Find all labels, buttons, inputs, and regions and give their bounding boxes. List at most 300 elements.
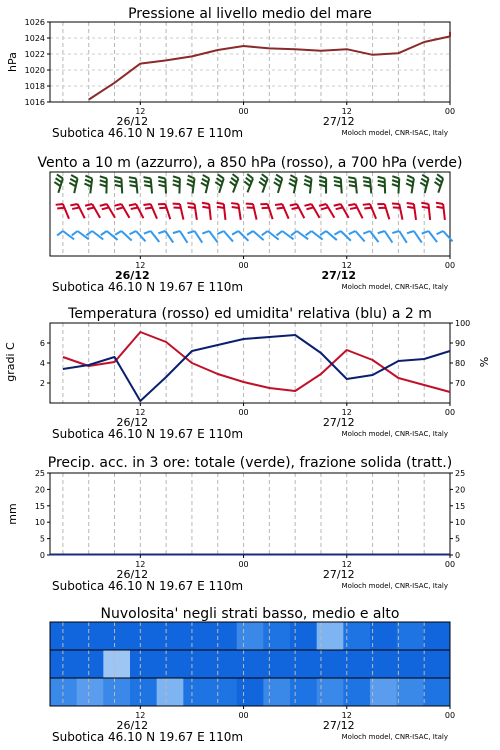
wind-barb-850hpa <box>143 204 157 219</box>
barb-feather <box>114 177 121 179</box>
barb-shaft <box>209 204 211 220</box>
x-tick-label: 00 <box>238 711 249 720</box>
wind-barb-700hpa <box>100 176 107 193</box>
wind-barb-850hpa <box>85 204 100 218</box>
barb-feather <box>87 207 94 209</box>
wind-barb-700hpa <box>406 175 414 193</box>
barb-feather <box>202 203 209 204</box>
y-tick-label: 0 <box>39 551 45 560</box>
barb-feather <box>276 231 282 235</box>
barb-feather <box>144 181 151 182</box>
barb-feather <box>436 207 443 208</box>
pressure-yticks <box>25 18 50 107</box>
wind-barb-700hpa <box>348 177 357 193</box>
cloud-cell <box>50 622 77 650</box>
barb-feather <box>102 207 109 209</box>
barb-shaft <box>414 204 416 220</box>
barb-feather <box>336 207 343 209</box>
barb-shaft <box>180 231 188 243</box>
barb-feather <box>129 177 136 178</box>
barb-feather <box>130 185 137 186</box>
cloud-cell <box>290 650 317 678</box>
wind-barb-850hpa <box>407 203 416 220</box>
wind-barb-850hpa <box>246 204 257 220</box>
y-tick-label: 5 <box>455 534 461 544</box>
y-tick-label: 25 <box>455 469 466 478</box>
barb-feather <box>277 208 284 209</box>
cloud-cell <box>50 650 77 678</box>
barb-feather <box>71 175 77 179</box>
cloud-cell <box>77 678 104 706</box>
barb-feather <box>247 174 253 178</box>
wind-barb-850hpa <box>70 204 84 218</box>
temp-xticks <box>52 403 455 441</box>
wind-barb-10m <box>407 231 422 243</box>
y-tick-label: 4 <box>39 359 45 368</box>
cloud-cell <box>103 622 130 650</box>
wind-barb-850hpa <box>421 203 430 220</box>
wind-barb-850hpa <box>290 204 305 218</box>
barb-feather <box>276 175 282 179</box>
wind-barb-700hpa <box>392 176 399 193</box>
y-tick-label: 20 <box>34 485 45 495</box>
x-tick-label: 12 <box>341 107 352 116</box>
wind-barb-850hpa <box>377 204 389 219</box>
barb-feather <box>246 178 252 182</box>
cloud-cell <box>423 650 450 678</box>
barb-feather <box>406 183 413 186</box>
barb-shaft <box>370 231 378 242</box>
barb-feather <box>202 179 208 183</box>
cloud-cell <box>237 678 264 706</box>
x-tick-label: 00 <box>238 408 249 417</box>
barb-shaft <box>136 204 143 218</box>
barb-feather <box>187 203 194 204</box>
x-date-label: 26/12 <box>115 269 150 282</box>
cloud-cell <box>263 678 290 706</box>
barb-shaft <box>136 231 145 241</box>
cloud-cell <box>130 650 157 678</box>
location-label: Subotica 46.10 N 19.67 E 110m <box>52 126 244 140</box>
barb-feather <box>247 231 253 235</box>
barb-feather <box>407 179 414 182</box>
barb-shaft <box>399 204 402 220</box>
cloud-cell <box>370 650 397 678</box>
barb-feather <box>218 174 224 178</box>
barb-feather <box>116 207 123 209</box>
barb-feather <box>305 176 312 179</box>
barb-feather <box>350 208 357 209</box>
wind-barb-700hpa <box>187 176 195 194</box>
barb-shaft <box>195 231 203 243</box>
y-tick-label: 10 <box>455 518 466 528</box>
barb-shaft <box>238 204 240 220</box>
x-tick-label: 00 <box>444 261 456 270</box>
barb-feather <box>262 231 268 235</box>
wind-barb-10m <box>247 231 264 240</box>
barb-feather <box>319 176 326 178</box>
barb-feather <box>57 208 64 209</box>
cloud-cell <box>370 678 397 706</box>
pressure-title: Pressione al livello medio del mare <box>128 6 372 22</box>
y-tick-label: 2 <box>39 379 45 388</box>
barb-feather <box>173 176 180 178</box>
wind-barb-700hpa <box>69 175 77 193</box>
barb-feather <box>304 184 311 187</box>
cloud-cell <box>130 622 157 650</box>
rh-ylabel: % <box>478 356 491 368</box>
wind-barb-10m <box>378 231 393 243</box>
pressure-plot-frame <box>50 22 450 102</box>
wind-barb-700hpa <box>158 177 166 194</box>
barb-feather <box>378 181 385 183</box>
barb-feather <box>56 178 62 182</box>
x-date-label: 27/12 <box>322 719 355 732</box>
cloud-cell <box>343 650 370 678</box>
wind-barb-850hpa <box>304 204 319 218</box>
x-tick-label: 00 <box>444 107 456 116</box>
cloud-cell <box>130 678 157 706</box>
x-tick-label: 12 <box>135 107 146 116</box>
barb-feather <box>291 231 297 235</box>
wind-barb-700hpa <box>319 176 326 193</box>
barb-feather <box>158 231 165 233</box>
cloud-cell <box>210 650 237 678</box>
barb-feather <box>420 183 426 187</box>
barb-feather <box>173 231 180 233</box>
barb-feather <box>422 175 428 179</box>
barb-shaft <box>297 204 304 218</box>
x-tick-label: 00 <box>238 261 249 270</box>
x-date-label: 26/12 <box>116 115 149 128</box>
wind-barb-700hpa <box>84 176 92 194</box>
barb-feather <box>290 175 296 178</box>
wind-barb-850hpa <box>173 204 184 220</box>
pressure-grid <box>50 22 450 102</box>
y-tick-label: 5 <box>39 534 45 544</box>
barb-feather <box>289 183 295 186</box>
barb-feather <box>348 204 355 205</box>
barb-feather <box>187 180 194 183</box>
barb-shaft <box>224 204 226 220</box>
wind-barb-700hpa <box>244 174 253 192</box>
y-tick-label: 15 <box>34 501 45 511</box>
x-date-label: 26/12 <box>116 416 149 429</box>
wind-barb-850hpa <box>158 204 170 219</box>
x-tick-label: 00 <box>444 711 456 720</box>
barb-feather <box>72 231 78 235</box>
cloud-cell <box>157 650 184 678</box>
barb-shaft <box>399 231 407 243</box>
wind-barb-850hpa <box>260 204 272 219</box>
barb-feather <box>378 177 385 179</box>
barb-shaft <box>151 204 157 219</box>
wind-barb-10m <box>173 231 188 243</box>
wind-title: Vento a 10 m (azzurro), a 850 hPa (rosso), a 700 hPa (verde) <box>37 155 463 171</box>
cloud-cell <box>290 622 317 650</box>
barb-feather <box>392 203 399 204</box>
cloud-cell <box>263 650 290 678</box>
location-label: Subotica 46.10 N 19.67 E 110m <box>52 280 244 294</box>
location-label: Subotica 46.10 N 19.67 E 110m <box>52 579 244 593</box>
barb-feather <box>422 207 429 208</box>
barb-feather <box>364 185 371 186</box>
cloud-cell <box>183 622 210 650</box>
barb-feather <box>131 208 138 209</box>
y-tick-label: 1024 <box>24 34 45 43</box>
y-tick-label: 6 <box>39 339 45 348</box>
barb-feather <box>130 231 137 234</box>
pressure-xticks <box>52 102 455 140</box>
y-tick-label: 15 <box>455 501 466 511</box>
barb-feather <box>217 203 224 204</box>
barb-feather <box>84 184 91 187</box>
barb-feather <box>201 183 207 187</box>
barb-feather <box>349 181 356 182</box>
cloud-cell <box>103 678 130 706</box>
barb-feather <box>203 175 209 179</box>
y-tick-label: 0 <box>455 551 461 560</box>
barb-feather <box>57 231 63 235</box>
barb-feather <box>407 231 414 233</box>
x-date-label: 27/12 <box>322 115 355 128</box>
barb-feather <box>421 203 428 204</box>
barb-feather <box>233 174 239 178</box>
x-tick-label: 12 <box>135 261 146 270</box>
model-credit: Moloch model, CNR-ISAC, Italy <box>341 129 448 137</box>
barb-shaft <box>326 204 334 218</box>
barb-shaft <box>428 231 437 242</box>
barb-shaft <box>385 204 390 219</box>
barb-feather <box>57 174 63 178</box>
barb-feather <box>422 231 429 234</box>
wind-barb-700hpa <box>378 177 386 194</box>
barb-feather <box>436 178 442 182</box>
barb-feather <box>334 177 341 179</box>
barb-feather <box>144 185 151 186</box>
barb-feather <box>232 231 238 235</box>
wind-barb-10m <box>232 231 248 241</box>
barb-feather <box>144 231 151 234</box>
wind-barb-850hpa <box>392 203 403 219</box>
cloud-cell <box>263 622 290 650</box>
x-tick-label: 12 <box>341 711 352 720</box>
cloud-cell <box>397 650 424 678</box>
barb-feather <box>173 180 180 182</box>
barb-shaft <box>268 204 273 219</box>
precip-bars <box>50 554 450 555</box>
barb-feather <box>115 231 121 235</box>
barb-feather <box>319 184 326 186</box>
barb-shaft <box>341 231 351 241</box>
wind-barb-700hpa <box>363 177 371 193</box>
wind-barb-850hpa <box>100 204 115 218</box>
barb-shaft <box>121 204 129 218</box>
wind-barb-850hpa <box>436 203 445 220</box>
cloud-cell <box>183 650 210 678</box>
barb-shaft <box>443 204 445 220</box>
wind-barb-700hpa <box>173 176 180 193</box>
precip-plot-frame <box>50 473 450 555</box>
barb-feather <box>262 174 268 178</box>
cloud-cell <box>50 678 77 706</box>
barb-feather <box>85 204 92 206</box>
wind-barb-700hpa <box>129 177 138 193</box>
barb-feather <box>69 183 75 187</box>
barb-feather <box>363 204 370 205</box>
precip-xticks <box>52 555 455 593</box>
barb-shaft <box>151 231 160 242</box>
cloud-cell <box>210 622 237 650</box>
y-tick-label: 70 <box>455 379 466 388</box>
barb-shaft <box>428 204 430 220</box>
wind-barb-10m <box>144 231 159 242</box>
barb-feather <box>232 207 239 208</box>
wind-barb-850hpa <box>114 204 129 218</box>
barb-feather <box>202 207 209 208</box>
barb-feather <box>114 204 121 206</box>
barb-shaft <box>63 204 69 219</box>
barb-feather <box>290 204 297 205</box>
barb-shaft <box>341 204 349 218</box>
y-tick-label: 10 <box>34 518 45 528</box>
barb-feather <box>392 231 399 233</box>
barb-feather <box>407 207 414 208</box>
barb-shaft <box>224 231 233 242</box>
barb-shaft <box>209 231 217 242</box>
barb-feather <box>100 184 107 186</box>
wind-barb-700hpa <box>420 175 428 193</box>
wind-barb-700hpa <box>435 174 444 192</box>
wind-barb-700hpa <box>304 176 312 194</box>
barb-feather <box>349 185 356 186</box>
barb-feather <box>188 207 195 208</box>
barb-feather <box>100 176 107 178</box>
cloud-cell <box>290 678 317 706</box>
cloud-cell <box>77 650 104 678</box>
cloud-cell <box>423 678 450 706</box>
barb-feather <box>101 231 107 235</box>
barb-feather <box>188 176 195 179</box>
x-tick-label: 00 <box>238 107 249 116</box>
y-tick-label: 100 <box>455 319 471 328</box>
barb-feather <box>158 177 165 179</box>
cloud-cell <box>237 650 264 678</box>
barb-shaft <box>414 231 422 243</box>
barb-feather <box>129 204 136 205</box>
barb-feather <box>129 181 136 182</box>
barb-feather <box>436 203 443 204</box>
cloud-cell <box>370 622 397 650</box>
x-tick-label: 00 <box>238 560 249 569</box>
wind-barb-700hpa <box>230 174 239 192</box>
cloud-cell <box>183 678 210 706</box>
wind-barb-10m <box>262 231 279 240</box>
barb-feather <box>407 175 414 178</box>
barb-feather <box>202 231 209 234</box>
wind-barb-10m <box>188 231 203 243</box>
wind-barb-10m <box>217 231 233 242</box>
y-tick-label: 1020 <box>24 66 45 75</box>
x-tick-label: 12 <box>341 261 352 270</box>
barb-feather <box>173 184 180 186</box>
barb-feather <box>393 207 400 208</box>
x-tick-label: 12 <box>135 560 146 569</box>
cloud-cell <box>397 678 424 706</box>
y-tick-label: 1026 <box>24 18 45 27</box>
wind-barb-850hpa <box>129 204 144 218</box>
cloud-cell <box>157 622 184 650</box>
barb-feather <box>54 182 60 186</box>
x-date-label: 27/12 <box>322 568 355 581</box>
barb-feather <box>275 204 282 205</box>
model-credit: Moloch model, CNR-ISAC, Italy <box>341 733 448 741</box>
wind-barb-850hpa <box>231 203 241 220</box>
y-tick-label: 1016 <box>24 98 45 107</box>
barb-feather <box>306 207 313 209</box>
barb-feather <box>187 184 194 187</box>
barb-shaft <box>107 231 118 240</box>
barb-feather <box>437 231 444 234</box>
barb-feather <box>392 184 399 186</box>
barb-feather <box>363 181 370 182</box>
barb-shaft <box>78 204 85 218</box>
barb-feather <box>378 185 385 187</box>
barb-feather <box>364 208 371 209</box>
x-tick-label: 12 <box>135 711 146 720</box>
barb-feather <box>260 178 266 182</box>
x-tick-label: 00 <box>444 408 456 417</box>
humidity-line <box>63 335 450 401</box>
barb-feather <box>85 180 92 183</box>
cloud-cell <box>397 622 424 650</box>
x-tick-label: 12 <box>341 408 352 417</box>
barb-feather <box>72 208 79 209</box>
wind-barb-700hpa <box>334 177 342 194</box>
barb-feather <box>143 204 150 205</box>
barb-feather <box>217 207 224 208</box>
barb-shaft <box>195 204 197 220</box>
barb-shaft <box>238 231 248 241</box>
barb-feather <box>348 177 355 178</box>
cloud-cell <box>103 650 130 678</box>
barb-feather <box>143 177 150 178</box>
y-tick-label: 20 <box>455 485 466 495</box>
wind-barb-10m <box>363 231 378 242</box>
cloud-cell <box>77 622 104 650</box>
precip-ylabel: mm <box>6 503 19 525</box>
barb-shaft <box>107 204 115 218</box>
temp-series <box>63 332 450 401</box>
x-date-label: 27/12 <box>321 269 357 282</box>
barb-feather <box>275 178 281 182</box>
x-tick-label: 00 <box>444 560 456 569</box>
barb-feather <box>244 181 250 185</box>
barb-feather <box>292 208 299 209</box>
barb-feather <box>215 182 221 186</box>
y-tick-label: 25 <box>34 469 45 478</box>
model-credit: Moloch model, CNR-ISAC, Italy <box>341 430 448 438</box>
clouds-title: Nuvolosita' negli strati basso, medio e alto <box>100 606 400 622</box>
barb-shaft <box>326 231 337 240</box>
temp-yticks <box>40 319 470 388</box>
barb-feather <box>334 231 340 235</box>
wind-barb-700hpa <box>54 174 62 192</box>
wind-barb-850hpa <box>348 204 362 218</box>
barb-feather <box>70 204 77 205</box>
wind-barb-700hpa <box>215 174 224 192</box>
cloud-cell <box>157 678 184 706</box>
